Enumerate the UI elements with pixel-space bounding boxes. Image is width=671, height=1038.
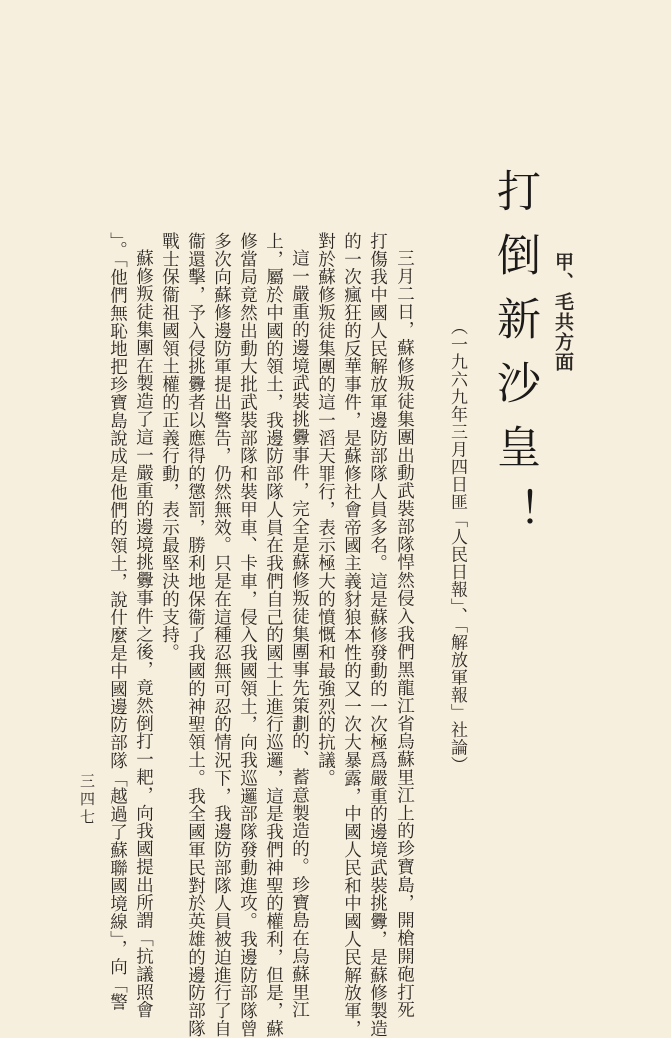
text-column-1: 三月二日，蘇修叛徒集團出動武裝部隊悍然侵入我們黑龍江省烏蘇里江上的珍寶島，開槍開砲打死: [394, 249, 415, 1019]
section-heading: 甲、毛共方面: [552, 252, 574, 372]
text-column-5: 這一嚴重的邊境武裝挑釁事件，完全是蘇修叛徒集團事先策劃的、蓄意製造的。珍寶島在烏蘇里江: [289, 249, 310, 1019]
text-column-4: 對於蘇修叛徒集團的這一滔天罪行，表示極大的憤慨和最強烈的抗議。: [315, 232, 336, 787]
article-title: 打倒新沙皇！: [489, 168, 540, 552]
source-note: （一九六九年三月四日匪「人民日報」、「解放軍報」社論）: [447, 318, 467, 774]
text-column-9: 衞還擊，予入侵挑釁者以應得的懲罰，勝利地保衞了我國的神聖領土。我全國軍民對於英雄的邊防部隊: [185, 232, 206, 1038]
text-column-7: 修當局竟然出動大批武裝部隊和裝甲車、卡車，侵入我國領土，向我巡邏部隊發動進攻。我邊防部隊曾: [237, 232, 258, 1038]
text-column-12: 」。「他們無恥地把珍寶島說成是他們的領土，說什麼是中國邊防部隊「越過了蘇聯國境線」，向「警: [107, 232, 128, 1012]
text-column-11: 蘇修叛徒集團在製造了這一嚴重的邊境挑釁事件之後，竟然倒打一耙，向我國提出所謂「抗議照會: [133, 249, 154, 1019]
text-column-3: 的一次瘋狂的反華事件，是蘇修社會帝國主義豺狼本性的又一次大暴露，中國人民和中國人民解放軍，: [341, 232, 362, 1038]
text-column-10: 戰士保衞祖國領土權的正義行動，表示最堅決的支持。: [159, 232, 180, 662]
text-column-6: 上，屬於中國的領土，我邊防部隊人員在我們自己的國土上進行巡邏，這是我們神聖的權利，但是，蘇: [263, 232, 284, 1038]
text-column-2: 打傷我中國人民解放軍邊防部隊人員多名。這是蘇修發動的一次極爲嚴重的邊境武裝挑釁，是蘇修製造: [367, 232, 388, 1038]
text-column-8: 多次向蘇修邊防軍提出警告，仍然無效。只是在這種忍無可忍的情況下，我邊防部隊人員被迫進行了自: [211, 232, 232, 1038]
page-number: 三四七: [78, 773, 96, 827]
